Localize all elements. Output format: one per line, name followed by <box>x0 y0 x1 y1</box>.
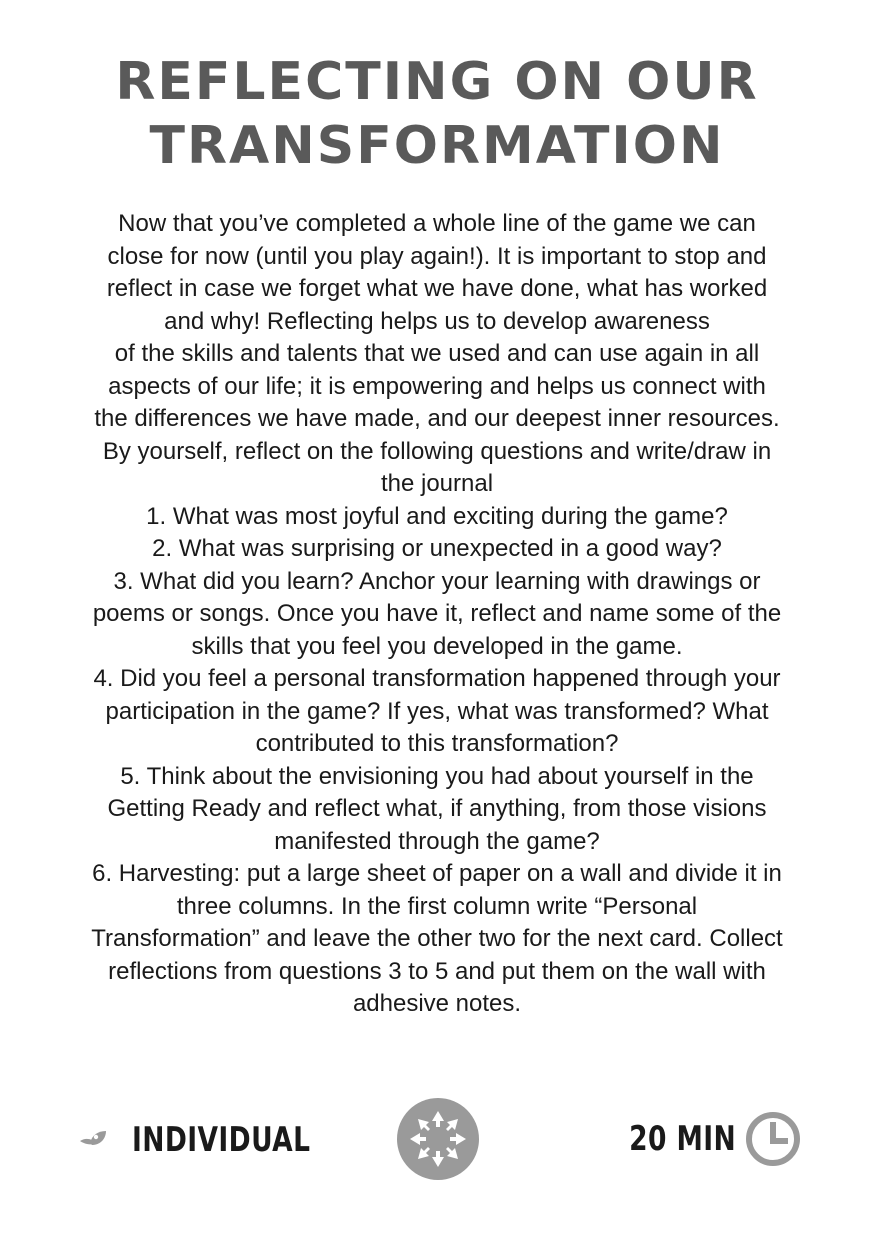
mode-label: INDIVIDUAL <box>132 1120 311 1160</box>
duration-label: 20 MIN <box>629 1119 736 1159</box>
question-item: 4. Did you feel a personal transformation happened through your participation in the game? If yes, what was transformed? What contributed to this transformation? <box>93 665 781 757</box>
body-paragraph: of the skills and talents that we used and can use again in all aspects of our life; it is empowering and helps us connect with the differences we have made, and our deepest inner resources. <box>94 340 780 432</box>
duration-indicator <box>599 1110 802 1168</box>
mode-indicator <box>78 1116 361 1164</box>
clock-icon <box>744 1110 802 1168</box>
card-title-line-2: TRANSFORMATION <box>149 116 725 176</box>
question-item: 1. What was most joyful and exciting during the game? <box>146 502 728 530</box>
card-title <box>0 50 874 178</box>
question-item: 6. Harvesting: put a large sheet of paper on a wall and divide it in three columns. In the first column write “Personal Transformation” and leave the other two for the next card. Collect reflections from questions 3 to 5 and put them on the wall with adhesive notes. <box>91 860 783 1017</box>
star-badge-icon <box>396 1097 480 1181</box>
single-leaf-icon <box>78 1129 108 1151</box>
question-item: 2. What was surprising or unexpected in a good way? <box>152 535 722 562</box>
body-instruction: By yourself, reflect on the following questions and write/draw in the journal <box>102 437 772 497</box>
question-item: 3. What did you learn? Anchor your learning with drawings or poems or songs. Once you have it, reflect and name some of the skills that you feel you developed in the game. <box>92 567 782 660</box>
question-item: 5. Think about the envisioning you had about yourself in the Getting Ready and reflect what, if anything, from those visions manifested through the game? <box>107 762 767 855</box>
card-title-line-1: REFLECTING ON OUR <box>115 52 759 112</box>
body-paragraph: Now that you’ve completed a whole line of the game we can close for now (until you play again!). It is important to stop and reflect in case we forget what we have done, what has worked and why! Reflecting helps us to develop awareness <box>106 210 768 335</box>
card-body <box>90 208 784 1021</box>
